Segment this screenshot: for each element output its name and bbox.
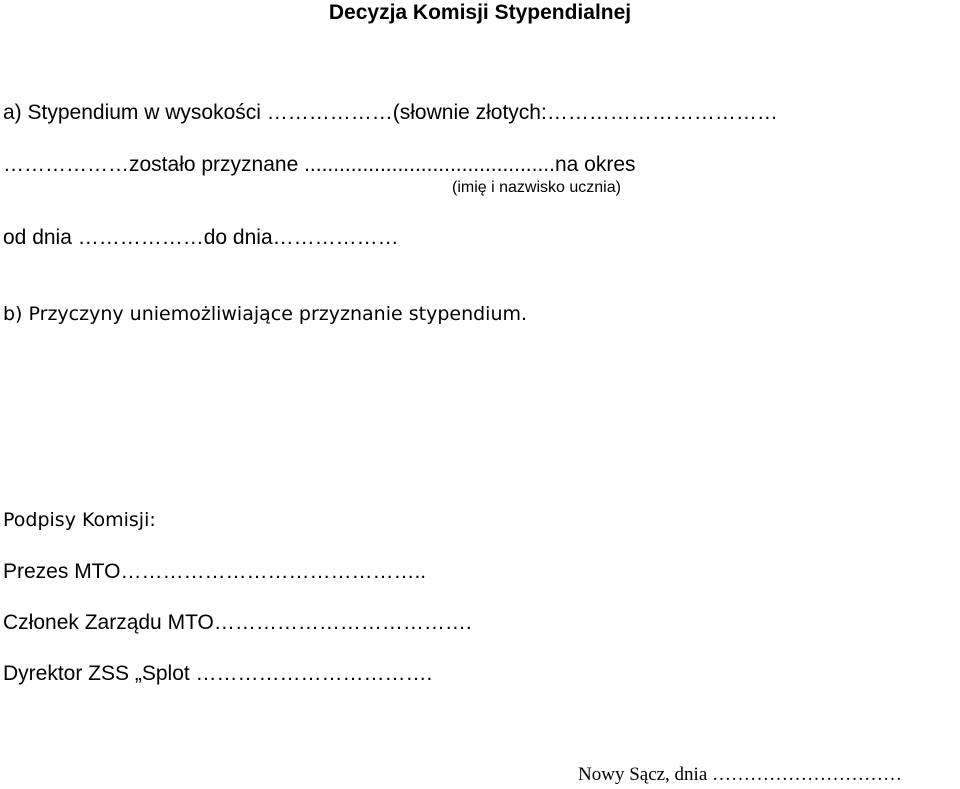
stipend-period-line: od dnia ………………do dnia……………… [3,226,399,249]
document-title: Decyzja Komisji Stypendialnej [328,1,632,24]
place-and-date-line: Nowy Sącz, dnia ………………………… [578,764,903,785]
student-name-caption: (imię i nazwisko ucznia) [452,179,621,196]
stipend-granted-line: ………………zostało przyznane ...........................................na okres [3,153,636,176]
signature-prezes-line: Prezes MTO…………………………………….. [3,560,427,583]
stipend-amount-line: a) Stypendium w wysokości ………………(słownie złotych:…………………………… [3,101,778,124]
signature-dyrektor-line: Dyrektor ZSS „Splot ……………………………. [3,662,433,685]
committee-signatures-heading: Podpisy Komisji: [3,509,156,531]
signature-czlonek-line: Członek Zarządu MTO………………………………. [3,611,472,634]
refusal-reasons-heading: b) Przyczyny uniemożliwiające przyznanie stypendium. [3,303,528,325]
